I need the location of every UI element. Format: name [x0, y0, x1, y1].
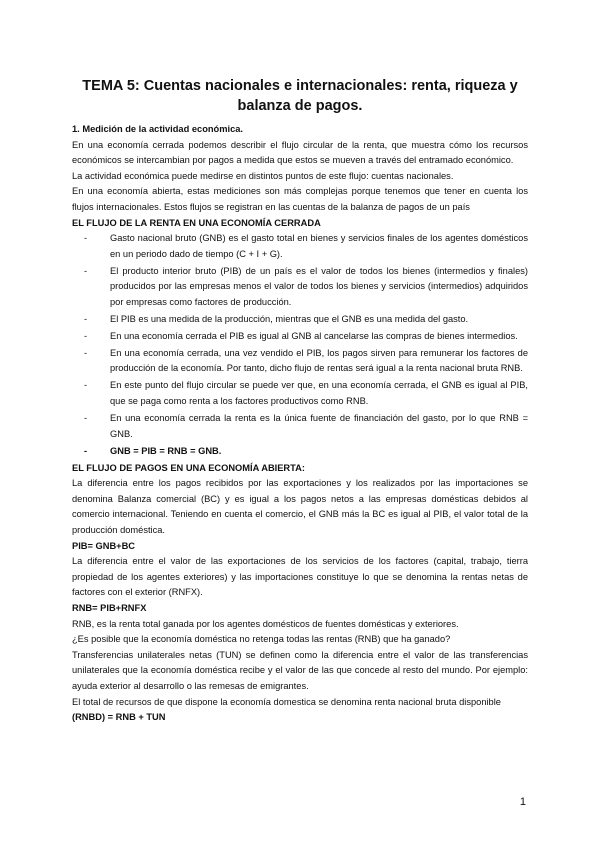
section-heading: 1. Medición de la actividad económica. — [72, 124, 244, 134]
paragraph: El total de recursos de que dispone la economía domestica se denomina renta nacional bruta disponible — [72, 696, 501, 707]
paragraph: La diferencia entre los pagos recibidos por las exportaciones y los realizados por las importaciones se denomina Balanza comercial (BC) y es igual a los pagos netos a las empresas domésticas debidos al comercio internacional. Teniendo en cuenta el comercio, el GNB más la BC es igual al PIB, el valor total de la producción doméstica. — [72, 478, 528, 535]
list-item: - En una economía cerrada el PIB es igual al GNB al cancelarse las compras de bienes intermedios. — [110, 329, 528, 345]
title-line-1: TEMA 5: Cuentas nacionales e internacionales: renta, riqueza y — [82, 78, 518, 94]
closed-economy-list — [72, 231, 528, 459]
subsection-heading-closed: EL FLUJO DE LA RENTA EN UNA ECONOMÍA CERRADA — [72, 217, 321, 228]
paragraph: RNB, es la renta total ganada por los agentes domésticos de fuentes domésticas y exteriores. — [72, 618, 459, 629]
document-title — [72, 76, 528, 116]
page-number: 1 — [519, 796, 526, 808]
list-item: - En este punto del flujo circular se puede ver que, en una economía cerrada, el GNB es igual al PIB, que se paga como renta a los factores productivos como RNB. — [110, 378, 528, 409]
list-item: - Gasto nacional bruto (GNB) es el gasto total en bienes y servicios finales de los agentes domésticos en un periodo dado de tiempo (C + I + G). — [110, 231, 528, 262]
paragraph: ¿Es posible que la economía doméstica no retenga todas las rentas (RNB) que ha ganado? — [72, 634, 451, 645]
formula: RNB= PIB+RNFX — [72, 602, 147, 613]
list-item: - En una economía cerrada, una vez vendido el PIB, los pagos sirven para remunerar los factores de producción de la economía. Por tanto, dicho flujo de rentas será igual a la renta nacional bruta RNB. — [110, 346, 528, 377]
formula-list-item: - GNB = PIB = RNB = GNB. — [110, 444, 528, 460]
paragraph: En una economía cerrada podemos describir el flujo circular de la renta, que muestra cómo los recursos económicos se intercambian por pagos a medida que estos se mueven a través del entramado económico. — [72, 139, 528, 166]
paragraph: La diferencia entre el valor de las exportaciones de los servicios de los factores (capital, trabajo, tierra propiedad de los agentes exteriores) y las importaciones constituye lo que se denomina la rentas netas de factores con el exterior (RNFX). — [72, 556, 528, 598]
list-item: - En una economía cerrada la renta es la única fuente de financiación del gasto, por lo que RNB = GNB. — [110, 411, 528, 442]
paragraph: Transferencias unilaterales netas (TUN) se definen como la diferencia entre el valor de las transferencias unilaterales que la economía doméstica recibe y el valor de las que concede al resto del mundo. Por ejemplo: ayuda exterior al desarrollo o las remesas de emigrantes. — [72, 649, 528, 691]
document-page — [72, 76, 528, 726]
subsection-heading-open: EL FLUJO DE PAGOS EN UNA ECONOMÍA ABIERTA: — [72, 462, 305, 473]
list-item: - El producto interior bruto (PIB) de un país es el valor de todos los bienes (intermedios y finales) producidos por las empresas menos el valor de todos los bienes y servicios (intermedios) adquiridos por empresas como factores de producción. — [110, 264, 528, 311]
list-item: - El PIB es una medida de la producción, mientras que el GNB es una medida del gasto. — [110, 312, 528, 328]
title-line-2: balanza de pagos. — [237, 98, 363, 114]
paragraph: En una economía abierta, estas mediciones son más complejas porque tenemos que tener en cuenta los flujos internacionales. Estos flujos se registran en las cuentas de la balanza de pagos de un país — [72, 186, 528, 212]
formula: PIB= GNB+BC — [72, 540, 136, 551]
paragraph: La actividad económica puede medirse en distintos puntos de este flujo: cuentas nacionales. — [72, 170, 454, 181]
formula: (RNBD) = RNB + TUN — [72, 712, 166, 723]
